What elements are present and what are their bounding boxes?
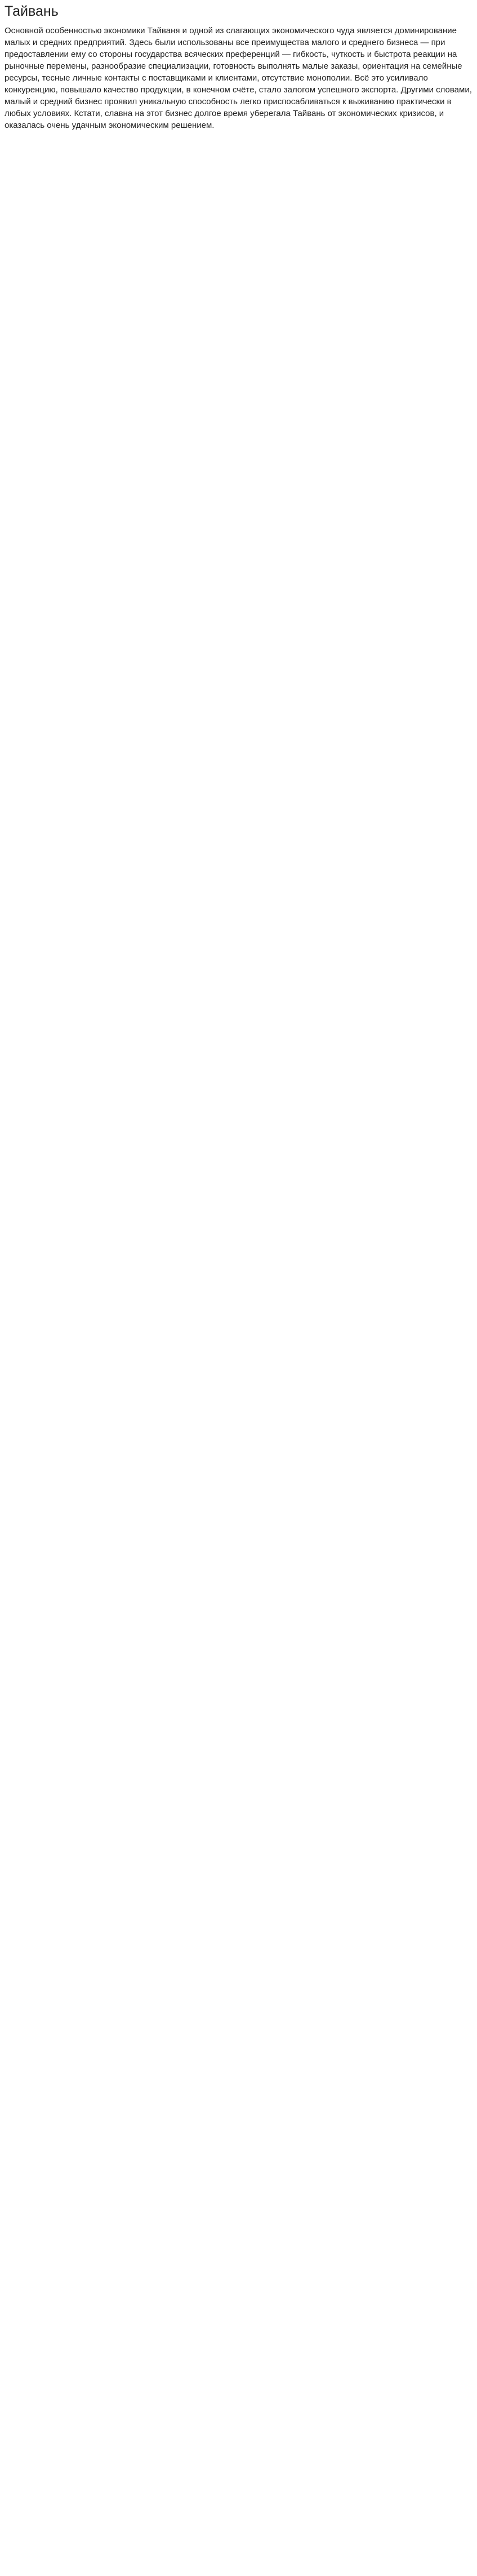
article-paragraph: Основной особенностью экономики Тайваня и одной из слагающих экономического чуда является доминирование малых и средних предприятий. Здесь были использованы все преимущества малого и среднего бизнеса — при предоставлении ему со стороны государства всяческих преференций — гибкость, чуткость и быстрота реакции на рыночные перемены, разнообразие специализации, готовность выполнять малые заказы, ориентация на семейные ресурсы, тесные личные контакты с поставщиками и клиентами, отсутствие монополии. Всё это усиливало конкуренцию, повышало качество продукции, в конечном счёте, стало залогом успешного экспорта. Другими словами, малый и средний бизнес проявил уникальную способность легко приспосабливаться к выживанию практически в любых условиях. Кстати, славна на этот бизнес долгое время уберегала Тайвань от экономических кризисов, и оказалась очень удачным экономическим решением. xyxy=(5,26,472,130)
article xyxy=(0,0,477,150)
article-title: Тайвань xyxy=(5,3,59,19)
